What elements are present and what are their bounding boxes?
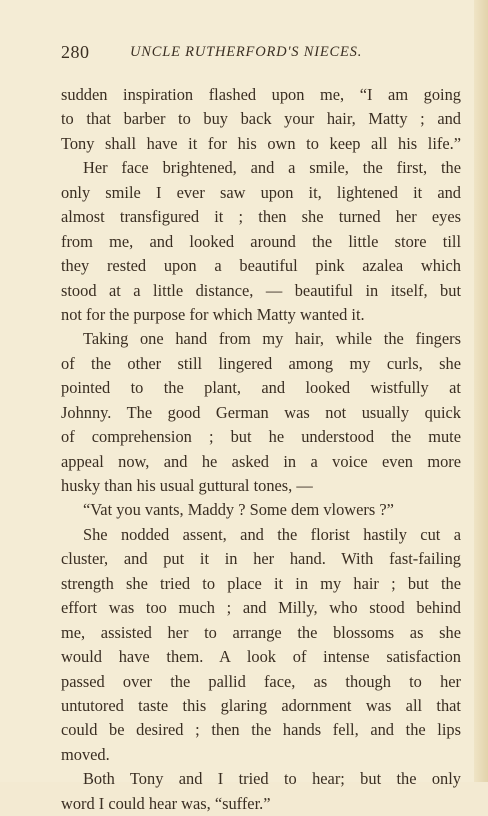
text-line: word I could hear was, “suffer.” [61,793,271,813]
text-line: could be desired ; then the hands fell, and the lips [61,720,461,740]
text-line: of the other still lingered among my curls, she [61,353,461,373]
text-line: Taking one hand from my hair, while the fingers [83,329,461,349]
text-line: only smile I ever saw upon it, lightened it and [61,182,461,202]
text-line: almost transfigured it ; then she turned her eyes [61,207,461,227]
running-head: UNCLE RUTHERFORD'S NIECES. [130,44,363,60]
text-line: stood at a little distance, — beautiful in itself, but [61,280,461,300]
text-line: from me, and looked around the little store till [61,231,461,251]
text-line: they rested upon a beautiful pink azalea which [61,256,461,276]
text-line: passed over the pallid face, as though to her [61,671,461,691]
text-line: moved. [61,744,110,764]
text-line: to that barber to buy back your hair, Matty ; and [61,109,461,129]
text-line: of comprehension ; but he understood the mute [61,427,461,447]
page-header [61,42,461,66]
text-line: Tony shall have it for his own to keep all his life.” [61,133,461,153]
text-line: pointed to the plant, and looked wistfully at [61,378,461,398]
text-line: appeal now, and he asked in a voice even more [61,451,461,471]
text-line: “Vat you vants, Maddy ? Some dem vlowers ?” [83,500,394,520]
text-line: effort was too much ; and Milly, who stood behind [61,598,461,618]
text-line: sudden inspiration flashed upon me, “I am going [61,85,461,104]
text-line: husky than his usual guttural tones, — [61,476,313,495]
text-line: Her face brightened, and a smile, the first, the [83,158,461,178]
text-line: Johnny. The good German was not usually quick [61,402,461,422]
text-line: not for the purpose for which Matty wanted it. [61,304,365,324]
text-line: cluster, and put it in her hand. With fast-failing [61,549,461,569]
text-line: strength she tried to place it in my hair ; but the [61,573,461,593]
text-line: me, assisted her to arrange the blossoms as she [61,622,461,642]
text-line: would have them. A look of intense satisfaction [61,647,461,667]
page-edge [474,0,488,782]
body-text [61,83,461,816]
text-line: She nodded assent, and the florist hastily cut a [83,524,461,544]
page-number: 280 [61,42,90,62]
text-line: Both Tony and I tried to hear; but the only [83,769,461,789]
text-line: untutored taste this glaring adornment was all that [61,695,461,715]
